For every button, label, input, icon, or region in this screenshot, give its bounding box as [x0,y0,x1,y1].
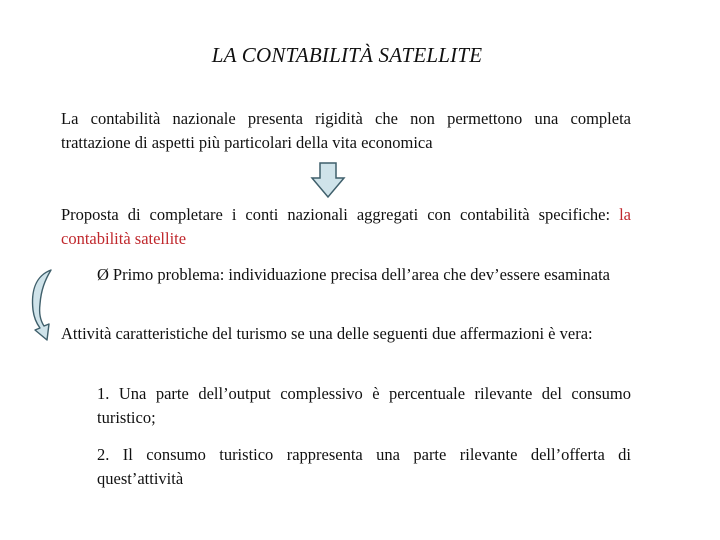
bullet-arrow-glyph: Ø [97,265,109,284]
activity-paragraph: Attività caratteristiche del turismo se una delle seguenti due affermazioni è vera: [61,324,593,343]
proposal-paragraph [61,203,631,251]
intro-paragraph: La contabilità nazionale presenta rigidità che non permettono una completa trattazione di aspetti più particolari della vita economica [61,109,631,152]
proposal-text: Proposta di completare i conti nazionali aggregati con contabilità specifiche: [61,205,620,224]
problem-text: Primo problema: individuazione precisa dell’area che dev’essere esaminata [112,265,611,284]
problem-bullet [97,263,631,287]
condition-item-2: 2. Il consumo turistico rappresenta una parte rilevante dell’offerta di quest’attività [97,445,631,488]
down-arrow-icon [310,162,346,198]
page-title: LA CONTABILITÀ SATELLITE [211,43,483,67]
curved-arrow-icon [27,268,53,342]
proposal-highlight: la contabilità satellite [61,205,631,248]
condition-item-1: 1. Una parte dell’output complessivo è percentuale rilevante del consumo turistico; [97,384,631,427]
